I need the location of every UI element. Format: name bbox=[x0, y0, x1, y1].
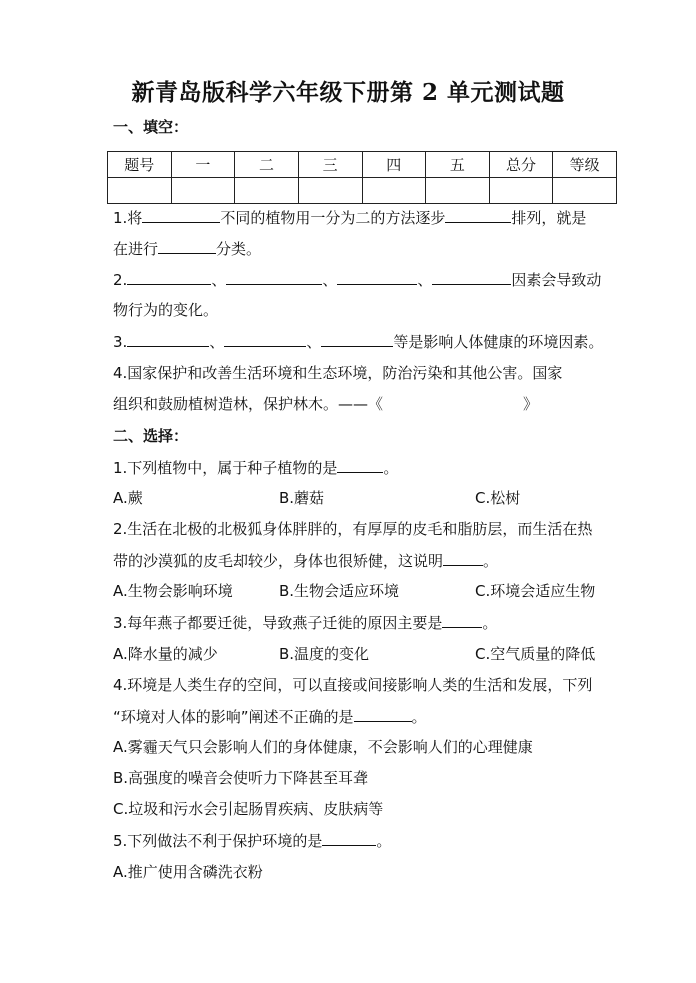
header-cell: 三 bbox=[298, 152, 362, 178]
answer-blank[interactable] bbox=[443, 550, 483, 566]
answer-blank[interactable] bbox=[322, 830, 376, 846]
answer-blank[interactable] bbox=[127, 331, 209, 347]
score-header-row bbox=[108, 152, 617, 178]
answer-blank[interactable] bbox=[224, 331, 306, 347]
option-b[interactable]: B.温度的变化 bbox=[279, 645, 370, 663]
answer-blank[interactable] bbox=[142, 207, 220, 223]
fill-question-3: 3. 、 、 等是影响人体健康的环境因素。 bbox=[113, 333, 604, 351]
option-a[interactable]: A.降水量的减少 bbox=[113, 645, 218, 663]
answer-blank[interactable] bbox=[321, 331, 393, 347]
header-cell: 一 bbox=[171, 152, 235, 178]
answer-blank[interactable] bbox=[158, 238, 216, 254]
fill-question-4-line-2: 组织和鼓励植树造林，保护林木。——《 》 bbox=[113, 395, 539, 413]
choice-question-4-line-1: 4.环境是人类生存的空间，可以直接或间接影响人类的生活和发展，下列 bbox=[113, 676, 593, 694]
option-b[interactable]: B.生物会适应环境 bbox=[279, 582, 400, 600]
score-cell[interactable] bbox=[108, 178, 172, 204]
option-c[interactable]: C.空气质量的降低 bbox=[475, 645, 596, 663]
option-a[interactable]: A.生物会影响环境 bbox=[113, 582, 233, 600]
score-cell[interactable] bbox=[553, 178, 617, 204]
fill-question-1-line-2: 在进行 分类。 bbox=[113, 240, 262, 258]
answer-blank[interactable] bbox=[432, 269, 511, 285]
answer-blank[interactable] bbox=[442, 612, 482, 628]
option-c[interactable]: C.松树 bbox=[475, 489, 521, 507]
choice-question-3: 3.每年燕子都要迁徙，导致燕子迁徙的原因主要是 。 bbox=[113, 614, 498, 632]
answer-blank[interactable] bbox=[337, 457, 383, 473]
score-cell[interactable] bbox=[362, 178, 426, 204]
choice-question-2-line-1: 2.生活在北极的北极狐身体胖胖的，有厚厚的皮毛和脂肪层，而生活在热 bbox=[113, 520, 593, 538]
answer-blank[interactable] bbox=[354, 706, 412, 722]
answer-blank[interactable] bbox=[337, 269, 417, 285]
score-cell[interactable] bbox=[426, 178, 490, 204]
fill-question-2-line-1: 2. 、 、 、 因素会导致动 bbox=[113, 271, 602, 289]
choice-question-4-line-2: “环境对人体的影响”阐述不正确的是 。 bbox=[113, 708, 427, 726]
option-c[interactable]: C.环境会适应生物 bbox=[475, 582, 596, 600]
choice-question-1: 1.下列植物中，属于种子植物的是 。 bbox=[113, 459, 399, 477]
choice-4-option-a[interactable]: A.雾霾天气只会影响人们的身体健康，不会影响人们的心理健康 bbox=[113, 738, 533, 756]
answer-blank[interactable] bbox=[127, 269, 211, 285]
answer-blank[interactable] bbox=[445, 207, 511, 223]
page-title: 新青岛版科学六年级下册第 2 单元测试题 bbox=[131, 79, 565, 106]
fill-question-1-line-1: 1.将 不同的植物用一分为二的方法逐步 排列，就是 bbox=[113, 209, 587, 227]
choice-question-2-line-2: 带的沙漠狐的皮毛却较少，身体也很矫健，这说明 。 bbox=[113, 552, 499, 570]
header-cell: 总分 bbox=[489, 152, 553, 178]
choice-5-option-a[interactable]: A.推广使用含磷洗衣粉 bbox=[113, 863, 263, 881]
fill-question-2-line-2: 物行为的变化。 bbox=[113, 301, 219, 319]
header-cell: 题号 bbox=[108, 152, 172, 178]
fill-question-4-line-1: 4.国家保护和改善生活环境和生态环境，防治污染和其他公害。国家 bbox=[113, 364, 563, 382]
choice-4-option-c[interactable]: C.垃圾和污水会引起肠胃疾病、皮肤病等 bbox=[113, 800, 384, 818]
score-table bbox=[107, 151, 617, 204]
score-cell[interactable] bbox=[298, 178, 362, 204]
header-cell: 四 bbox=[362, 152, 426, 178]
header-cell: 二 bbox=[235, 152, 299, 178]
score-cell[interactable] bbox=[489, 178, 553, 204]
section-fill-heading: 一、填空： bbox=[113, 118, 189, 136]
score-cell[interactable] bbox=[171, 178, 235, 204]
answer-blank[interactable] bbox=[226, 269, 322, 285]
choice-question-5: 5.下列做法不利于保护环境的是 。 bbox=[113, 832, 392, 850]
choice-4-option-b[interactable]: B.高强度的噪音会使听力下降甚至耳聋 bbox=[113, 769, 369, 787]
header-cell: 五 bbox=[426, 152, 490, 178]
option-b[interactable]: B.蘑菇 bbox=[279, 489, 325, 507]
option-a[interactable]: A.蕨 bbox=[113, 489, 143, 507]
score-cell[interactable] bbox=[235, 178, 299, 204]
score-entry-row bbox=[108, 178, 617, 204]
header-cell: 等级 bbox=[553, 152, 617, 178]
section-choice-heading: 二、选择： bbox=[113, 427, 189, 445]
